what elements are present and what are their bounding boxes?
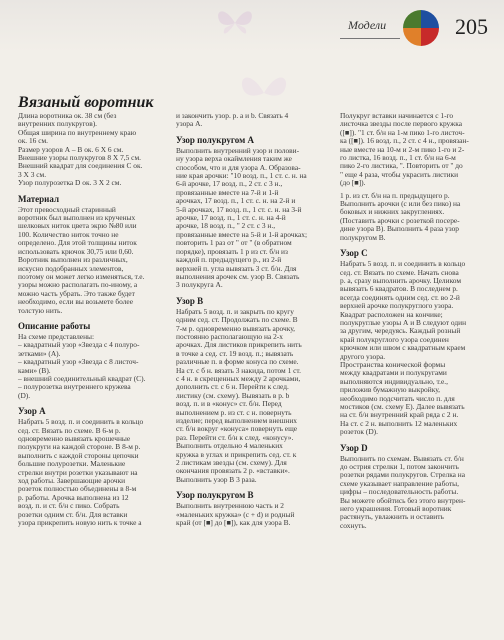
text-line: дополнить ст. с 6 н. Перейти к след. — [176, 382, 289, 392]
text-line: листику (см. схему). Вывязать в р. b — [176, 390, 290, 400]
text-line: каждой п. предыдущего р., из 2-й — [176, 255, 282, 265]
text-line: ные вместе на 10-м и 2-м пико 1-го и 2- — [340, 144, 465, 154]
text-line: верхней арочке полукруглого узора. — [340, 301, 454, 311]
text-line: Этот превосходный старинный — [18, 204, 116, 214]
text-line: Набрать 5 возд. п. и соединить в кольцо — [340, 259, 466, 269]
text-line: воротник был выполнен из крученых — [18, 213, 136, 223]
text-line: пико 2-го листика, ". Повторить от " до — [340, 161, 463, 171]
text-line: Выполнить внутренний узор и полови- — [176, 145, 300, 155]
butterfly-icon — [215, 6, 255, 40]
text-line: схеме указывает направление работы, — [340, 478, 459, 488]
text-line: постоянно располагающую на 2-х — [176, 331, 283, 341]
text-line: поэтому он может легко изменяться, т.е. — [18, 271, 145, 281]
text-line: На ст. с 2 н. выполнить 12 маленьких — [340, 418, 458, 428]
text-line: 7-м р. одновременно вывязать арочку, — [176, 323, 296, 333]
text-line: крючком или швом с квадратным краем — [340, 343, 466, 353]
pattern-d-heading: Узор D — [340, 442, 368, 453]
text-line: цифры – последовательность работы. — [340, 487, 459, 497]
text-line: всегда соединять одним сед. ст. во 2-й — [340, 292, 460, 302]
text-line: кружка в углах и прикрепить сед. ст. к — [176, 449, 297, 459]
text-line: в точке a сед. ст. 19 возд. п.; вывязать — [176, 348, 294, 358]
text-line: верхней п. угла вывязать 3 ст. б/н. Для — [176, 263, 297, 273]
text-line: арочке, 18 возд. п., " 2 ст. с 3 н., — [176, 221, 276, 231]
text-line: Вы можете обойтись без этого внутрен- — [340, 495, 466, 505]
text-line: одним сед. ст. Продолжать по схеме. В — [176, 315, 298, 325]
text-line: го листка, 16 возд. п., 1 ст. б/н на 6-м — [340, 153, 456, 163]
text-line: стрелки внутри розетки указывают на — [18, 467, 138, 477]
pattern-b-paragraph — [176, 308, 308, 485]
text-line: шелковых ниток цвета экрю №80 или — [18, 221, 137, 231]
text-line: выполнить с каждой стороны цепочки — [18, 450, 139, 460]
text-line: возд. п. и ст. б/н с пико. Собрать — [18, 501, 120, 511]
article-title: Вязаный воротник — [18, 94, 154, 111]
text-line: ну узора верха окаймления таким же — [176, 154, 292, 164]
text-line: повторить 1 раз от " от " (в обратном — [176, 238, 292, 248]
text-line: «маленьких кружка» (c + d) и родный — [176, 509, 295, 519]
text-line: арочке, 17 возд. п., 1 ст. с. н. на 4-й — [176, 213, 286, 223]
text-line: – квадратный узор «Звезда с 8 листоч- — [18, 357, 139, 367]
section-label: Модели — [348, 18, 387, 32]
text-line: розеток (D). — [340, 427, 378, 437]
text-line: Набрать 5 возд. п. и закрыть по кругу — [176, 306, 294, 316]
text-column-2 — [176, 112, 308, 531]
text-line: ками» (В). — [18, 365, 51, 375]
text-line: раз. Перейти ст. б/н к след. «конусу». — [176, 432, 294, 442]
text-line: сед. ст. Вязать по схеме. В 6-м р. — [18, 425, 121, 435]
work-description-heading: Описание работы — [18, 320, 91, 331]
text-line: сед. ст. Вязать по схеме. Начать снова — [340, 267, 459, 277]
text-line: изделие; перед выполнением внешних — [176, 416, 297, 425]
text-line: необходимо, если вы возьмете более — [18, 297, 133, 307]
text-line: провязанные вместе на 7-й и 1-й — [176, 187, 279, 197]
text-line: внутренних полукругов). — [18, 119, 98, 129]
text-line: ([■]). "1 ст. б/н на 1-м пико 1-го листоч- — [340, 127, 465, 137]
pattern-arc-a-heading: Узор полукругом А — [176, 134, 254, 145]
page-number: 205 — [455, 14, 488, 39]
text-line: край (от [■] до [■]), как для узора В. — [176, 518, 291, 528]
pattern-b-heading: Узор В — [176, 295, 204, 306]
work-description-paragraph — [18, 333, 150, 400]
text-line: Длина воротника ок. 38 см (без — [18, 111, 117, 120]
text-line: провязанные вместе на 5-й и 1-й арочках; — [176, 229, 307, 239]
text-line: на ст. б/н внутренний край ряда с 2 н. — [340, 410, 459, 420]
text-line: ок. 16 см. — [18, 136, 49, 146]
text-line: розетки одним ст. б/н. Для вставки — [18, 509, 128, 519]
text-line: и закончить узор. р. а и b. Связать 4 — [176, 111, 289, 120]
color-wheel-icon — [403, 10, 439, 46]
text-line: дине узора В). Выполнить 4 раза узор — [340, 224, 459, 234]
text-line: вывязать 6 квадратов. В последнем р. — [340, 284, 458, 294]
text-line: зетками» (А). — [18, 348, 61, 358]
text-line: порядке), провязать 1 р из ст. б/н из — [176, 246, 288, 256]
text-line: р. работы. Арочка выполнена из 12 — [18, 492, 129, 502]
text-line: – квадратный узор «Звезда с 4 полуро- — [18, 340, 140, 350]
text-line: ка ([■]). 16 возд. п., 2 ст. с 4 н., провязан- — [340, 136, 469, 146]
text-line: узора прикрепить новую нить к точке a — [18, 518, 142, 528]
text-line: (Поставить арочки с розеткой посере- — [340, 215, 460, 225]
material-paragraph — [18, 206, 150, 315]
text-line: искусно подобранных элементов, — [18, 263, 124, 273]
text-line: " еще 4 раза, чтобы украсить листики — [340, 169, 459, 179]
text-line: р. a, сразу выполнить арочку. Целиком — [340, 275, 462, 285]
text-line: Внешние узоры полукругов 8 Х 7,5 см. — [18, 153, 141, 163]
text-line: другого узора. — [340, 351, 386, 361]
text-line: за другим, чередуясь. Каждый розный — [340, 326, 461, 336]
pattern-a-continuation — [176, 112, 308, 129]
text-line: (D). — [18, 390, 31, 400]
text-line: одновременно вывязать крошечные — [18, 434, 131, 443]
pattern-a-paragraph — [18, 418, 150, 527]
text-line: 2 листикам звезды (см. схему). Для — [176, 458, 287, 468]
text-line: можно часть убрать. Это также будет — [18, 288, 135, 298]
text-line: ст. б/н вокруг «конуса» повернуть еще — [176, 424, 298, 434]
text-line: полукруглые узоры А и В следуют один — [340, 317, 467, 327]
header-rule — [340, 38, 400, 39]
text-line: выполняются индивидуально, т.е., — [340, 376, 448, 386]
pattern-d-paragraph — [340, 455, 480, 531]
text-line: необходимо подсчитать число п. для — [340, 393, 455, 403]
text-line: арочках, 17 возд. п., 1 ст. с. н. на 2-й и — [176, 196, 296, 206]
text-line: до острия стрелки 1, потом закончить — [340, 462, 459, 472]
text-line: Внешний квадрат для соединения С ок. — [18, 161, 143, 171]
pattern-a-heading: Узор А — [18, 406, 46, 417]
text-line: Пространства конической формы — [340, 359, 446, 369]
text-line: него украшения. Готовый воротник — [340, 504, 452, 514]
text-line: Общая ширина по внутреннему краю — [18, 127, 137, 137]
text-line: 6-й арочке, 17 возд. п., 2 ст. с 3 н., — [176, 179, 283, 189]
text-line: розетки рядами полукругов. Стрелка на — [340, 470, 466, 480]
text-line: Выполнить по схемам. Вывязать ст. б/н — [340, 453, 464, 463]
text-line: между квадратами и полукругами — [340, 368, 447, 378]
text-line: ние края арочки: "10 возд. п., 1 ст. с. н. на — [176, 171, 307, 181]
text-line: Выполнить внутреннюю часть и 2 — [176, 501, 284, 511]
text-line: полукруги на каждой стороне. В 8-м р. — [18, 442, 141, 452]
text-line: возд. п. и в «конус» ст. б/н. Перед — [176, 399, 282, 409]
text-line: Набрать 5 возд. п. и соединить в кольцо — [18, 417, 144, 427]
text-line: сохнуть. — [340, 520, 367, 530]
text-line: Выполнить арочки (с или без пико) на — [340, 199, 461, 209]
text-line: 3 полукруга А. — [176, 280, 223, 290]
text-line: способом, что и для узора А. Образова- — [176, 162, 301, 172]
text-line: выполнения арочек см. узор В. Связать — [176, 271, 300, 281]
pattern-arc-b-paragraph — [176, 502, 308, 527]
text-line: край полукруглого узора соединен — [340, 334, 449, 344]
text-line: На ст. с б н. вязать 3 накида, потом 1 ст. — [176, 365, 301, 375]
text-line: листочка звезды после первого кружка — [340, 119, 463, 129]
text-line: Воротник выполнен из различных, — [18, 255, 128, 265]
text-line: растянуть, увлажнить и оставить — [340, 512, 444, 522]
text-line: розеток полностью объединены в 8-м — [18, 484, 137, 494]
text-line: с 4 н. в скрещенных между 2 арочками, — [176, 373, 301, 383]
text-line: окончания провязать 2 р. «вставки». — [176, 466, 290, 476]
text-line: Узор полурозетка D ок. 3 Х 2 см. — [18, 178, 122, 188]
butterfly-icon — [238, 70, 290, 116]
text-line: 3 Х 3 см. — [18, 169, 47, 179]
text-line: узоры можно располагать по-иному, а — [18, 280, 138, 290]
text-line: Полукруг вставки начинается с 1-го — [340, 111, 454, 120]
text-line: Выполнить узор В 3 раза. — [176, 474, 257, 484]
text-line: мостиков (см. схему E). Далее вывязать — [340, 402, 465, 411]
material-heading: Материал — [18, 193, 59, 204]
text-line: толстую нить. — [18, 305, 63, 315]
text-line: (до [■]). — [340, 178, 366, 188]
pattern-arc-a-paragraph — [176, 147, 308, 290]
text-line: Размер узоров А – В ок. 6 Х 6 см. — [18, 144, 124, 154]
text-column-1 — [18, 112, 150, 531]
text-line: узора А. — [176, 119, 203, 129]
text-column-3 — [340, 112, 480, 534]
text-line: приложив бумажную выкройку, — [340, 385, 440, 395]
text-line: 5-й арочках, 17 возд. п., 1 ст. с. н. на 3-й — [176, 204, 302, 214]
text-line: выполнением р. из ст. с н. повернуть — [176, 407, 292, 417]
text-line: Квадрат расположен на кончике; — [340, 309, 443, 319]
pattern-c-paragraph — [340, 260, 480, 437]
text-line: определено. Для этой толщины ниток — [18, 238, 137, 248]
text-line: арочках. Для листиков прикрепить нить — [176, 340, 302, 350]
text-line: На схеме представлены: — [18, 331, 95, 341]
text-line: полукругом В. — [340, 232, 386, 242]
pattern-c-heading: Узор С — [340, 248, 368, 259]
text-line: боковых и нижних закруглениях. — [340, 207, 445, 217]
dimensions-paragraph — [18, 112, 150, 188]
pattern-arc-b-continuation — [340, 112, 480, 188]
text-line: ход работы. Завершающие арочки — [18, 476, 126, 486]
text-line: 100. Количество ниток точно не — [18, 229, 119, 239]
pattern-arc-b-heading: Узор полукругом В — [176, 490, 254, 501]
text-line: – внешний соединительный квадрат (С). — [18, 373, 146, 383]
text-line: различные п. в форме конуса по схеме. — [176, 357, 299, 367]
text-line: большие полурозетки. Маленькие — [18, 459, 126, 469]
text-line: – полурозетка внутреннего кружева — [18, 382, 131, 392]
text-line: 1 р. из ст. б/н на п. предыдущего р. — [340, 190, 450, 200]
text-line: использовать крючок 30,75 или 0,60. — [18, 246, 134, 256]
text-line: Выполнить отдельно 4 маленьких — [176, 441, 283, 451]
pattern-arc-b-continuation-2 — [340, 192, 480, 242]
